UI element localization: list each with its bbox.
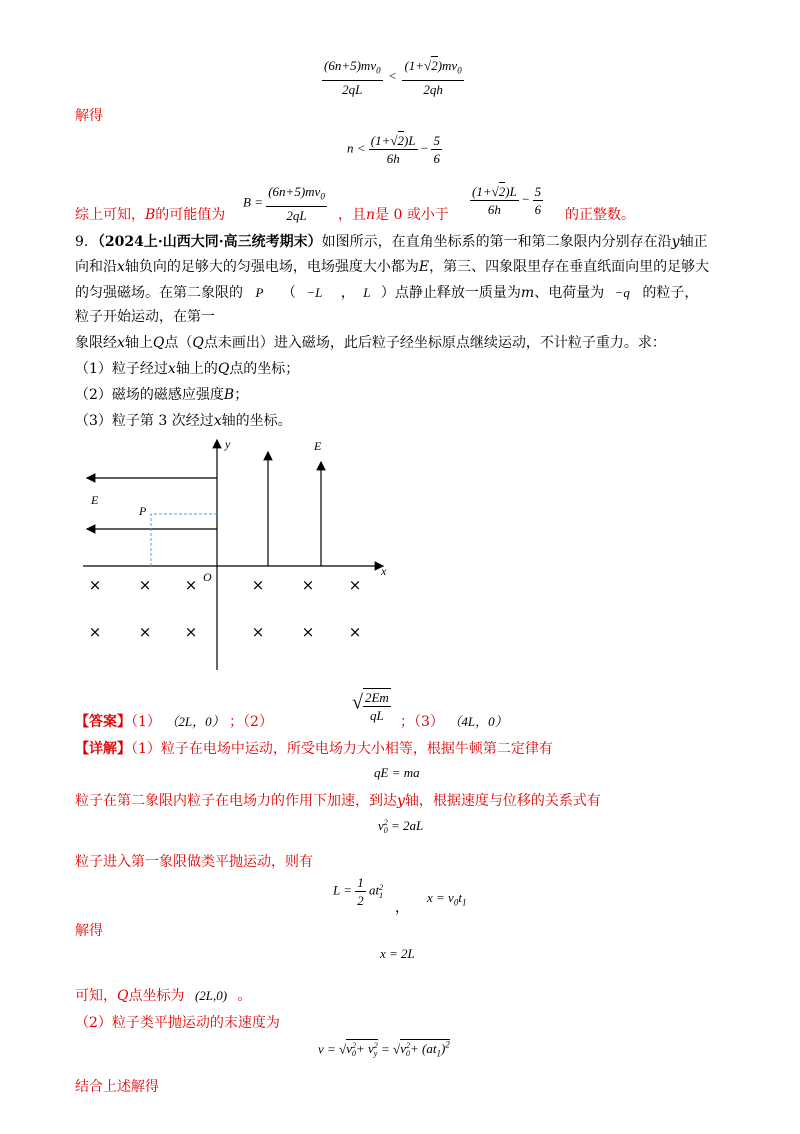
origin-label: O <box>203 570 212 584</box>
detail-line-6: （2）粒子类平抛运动的末速度为 <box>75 1015 280 1031</box>
cross-mark: × <box>301 623 315 641</box>
problem-line-2: 向和沿x轴负向的足够大的匀强电场，电场强度大小都为E，第三、四象限里存在垂直纸面向里的足够大 <box>75 259 710 275</box>
inequality-top: $\frac{(6n+5)mv_0}{2qL}$ < $\frac{(1+√2)mv_0}{2qh}$ <box>324 58 462 97</box>
cross-mark: × <box>251 623 265 641</box>
problem-line-4: 粒子开始运动，在第一 <box>75 309 215 325</box>
detail-line-3: 粒子进入第一象限做类平抛运动，则有 <box>75 854 313 870</box>
cross-mark: × <box>301 576 315 594</box>
equation-6: v = √v 2 0 + v 2 y = √v 2 0 + $(at_1)^2$ <box>318 1040 450 1059</box>
cross-mark: × <box>138 623 152 641</box>
conclusion-tail: 的正整数。 <box>565 207 635 223</box>
x-label: x <box>381 564 387 578</box>
equation-4: x = 2L <box>380 946 415 961</box>
question-1: （1）粒子经过x轴上的Q点的坐标； <box>75 361 300 377</box>
answer-line: 【答案】（1） （2L，0） ；（2） <box>75 714 273 730</box>
detail-line-7: 结合上述解得 <box>75 1079 159 1095</box>
cross-mark: × <box>88 623 102 641</box>
equation-2: v 2 0 = 2aL <box>378 818 424 836</box>
problem-line-5: 象限经x轴上Q点（Q点未画出）进入磁场，此后粒子经坐标原点继续运动，不计粒子重力。求： <box>75 335 666 351</box>
problem-line-3: 的匀强磁场。在第二象限的 P （ −L ， L ）点静止释放一质量为m、电荷量为 −q 的粒子， <box>75 285 699 301</box>
field-diagram <box>75 432 395 677</box>
question-3: （3）粒子第 3 次经过x轴的坐标。 <box>75 413 292 429</box>
e-label-left: E <box>91 493 99 507</box>
cross-mark: × <box>251 576 265 594</box>
equation-3a: L = $\frac{1}{2}$ at 2 1 <box>333 875 384 908</box>
e-label-top: E <box>314 439 322 453</box>
question-2: （2）磁场的磁感应强度B； <box>75 387 249 403</box>
b-expression: B = $\frac{(6n+5)mv_0}{2qL}$ <box>243 184 325 223</box>
detail-line-4: 解得 <box>75 923 103 939</box>
cross-mark: × <box>348 623 362 641</box>
conclusion-mid: ，且n是 0 或小于 <box>338 207 449 223</box>
y-label: y <box>225 437 231 451</box>
equation-1: qE = ma <box>374 765 420 780</box>
cross-mark: × <box>88 576 102 594</box>
detail-line-1: 【详解】（1）粒子在电场中运动，所受电场力大小相等，根据牛顿第二定律有 <box>75 741 553 757</box>
magnetic-field-crosses <box>89 576 362 641</box>
p-label: P <box>139 504 147 518</box>
answer-sqrt: √ $\frac{2Em}{qL}$ <box>352 690 389 723</box>
cross-mark: × <box>184 576 198 594</box>
equation-3b: $x = v_0t_1$ <box>427 890 467 908</box>
cross-mark: × <box>138 576 152 594</box>
p-dashed-guide <box>151 514 217 566</box>
detail-line-5: 可知，Q点坐标为 (2L,0) 。 <box>75 988 252 1004</box>
inequality-n: n < $\frac{(1+√2)L}{6h}$ − $\frac{5}{6}$ <box>347 133 440 166</box>
cross-mark: × <box>184 623 198 641</box>
conclusion-line: 综上可知，B的可能值为 <box>75 207 226 223</box>
solve-label-1: 解得 <box>75 108 103 124</box>
detail-line-2: 粒子在第二象限内粒子在电场力的作用下加速，到达y轴，根据速度与位移的关系式有 <box>75 793 601 809</box>
problem-line-1: 9．（2024上·山西大同·高三统考期末）如图所示，在直角坐标系的第一和第二象限内分别存在沿y轴正 <box>75 234 708 250</box>
answer-line-tail: ；（3） （4L，0） <box>400 714 508 730</box>
cross-mark: × <box>348 576 362 594</box>
equation-3-comma: ， <box>395 900 409 916</box>
conclusion-bound: $\frac{(1+√2)L}{6h}$ − $\frac{5}{6}$ <box>472 184 542 217</box>
